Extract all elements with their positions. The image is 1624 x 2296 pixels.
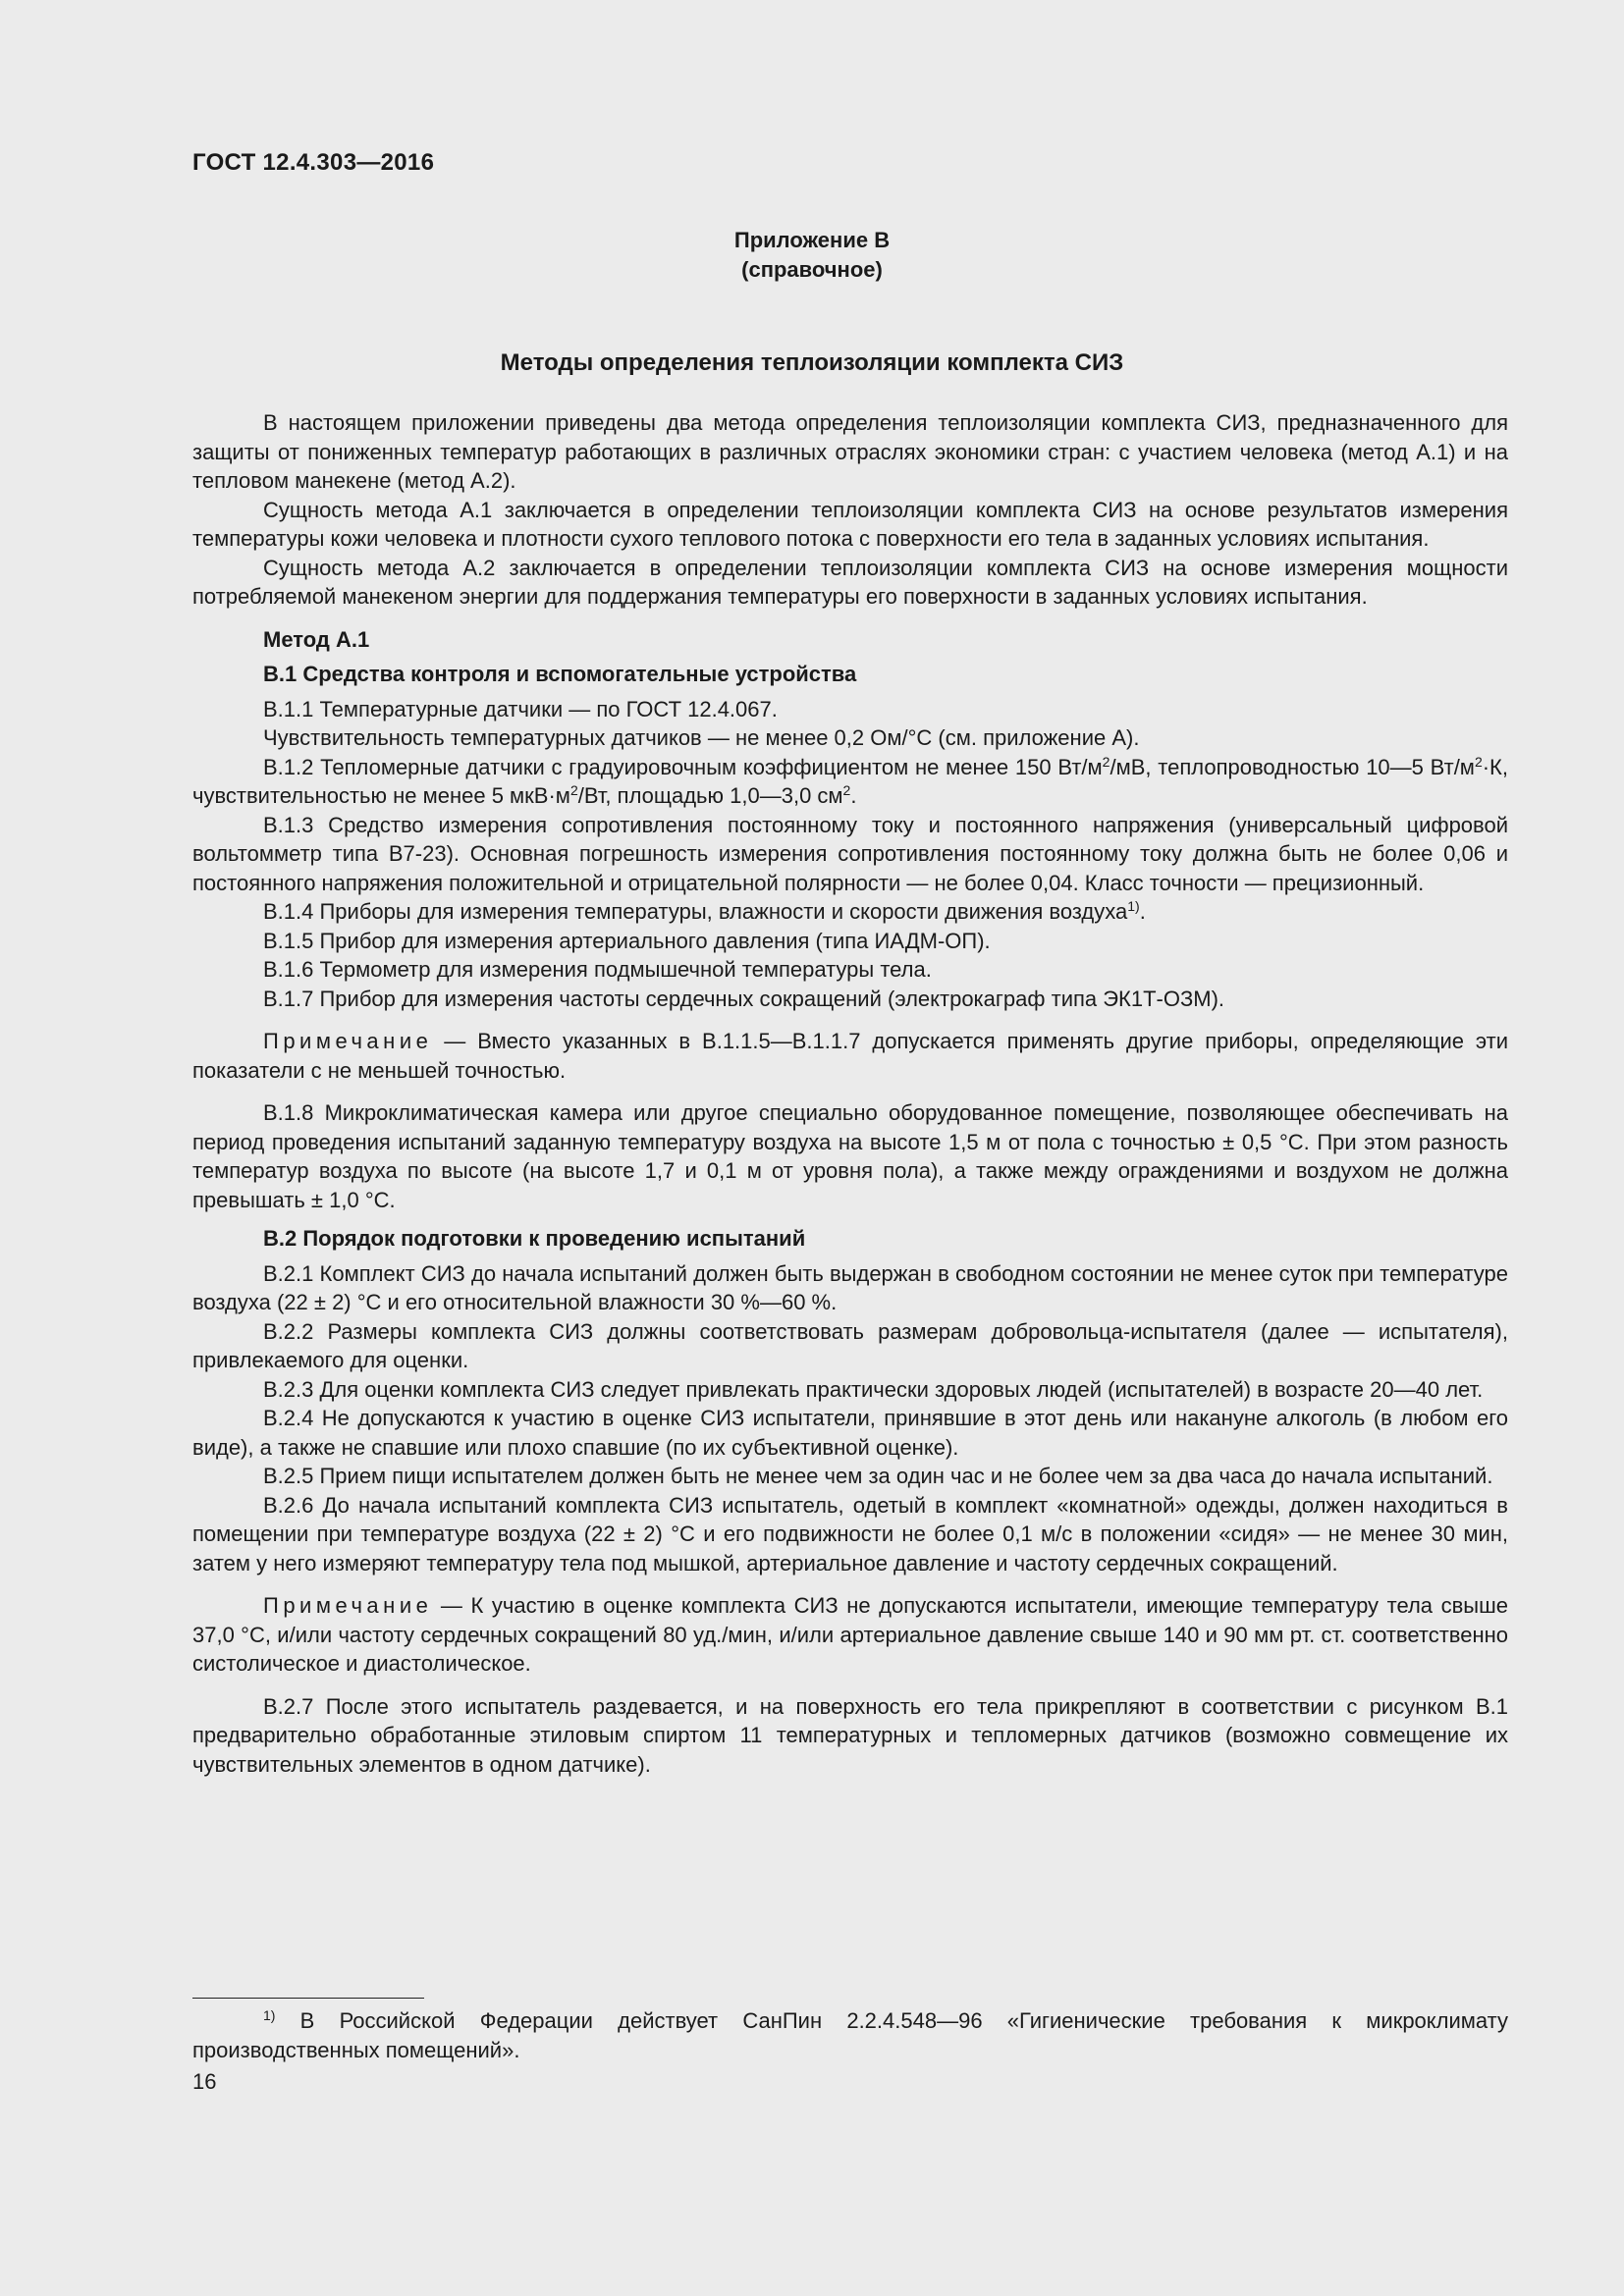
- clause-b1-2: [192, 753, 1508, 811]
- clause-b2-5: В.2.5 Прием пищи испытателем должен быть не менее чем за один час и не более чем за два часа до начала испытаний.: [263, 1464, 1493, 1488]
- clause-b1-4: [192, 897, 1508, 927]
- note-label: Примечание: [263, 1593, 433, 1618]
- note-1: [192, 1027, 1508, 1085]
- clause-text: .: [1139, 899, 1146, 924]
- section-b1-heading: В.1 Средства контроля и вспомогательные устройства: [263, 662, 857, 686]
- section-title: Методы определения теплоизоляции комплекта СИЗ: [500, 349, 1124, 376]
- clause-b1-3: В.1.3 Средство измерения сопротивления постоянному току и постоянного напряжения (универсальный цифровой вольтомметр типа В7-23). Основная погрешность измерения сопротивления постоянному току должна быть не более 0,06 и постоянного напряжения положительной и отрицательной полярности — не более 0,04. Класс точности — прецизионный.: [192, 812, 1508, 895]
- note-label: Примечание: [263, 1029, 433, 1053]
- clause-text: /мВ, теплопроводностью 10—5 Вт/м: [1110, 754, 1475, 779]
- intro-paragraph: Сущность метода А.1 заключается в определении теплоизоляции комплекта СИЗ на основе результатов измерения температуры кожи человека и плотности сухого теплового потока с поверхности его тела в заданных условиях испытания.: [192, 497, 1508, 551]
- footnote-ref: 1): [1127, 898, 1140, 914]
- note-text: — К участию в оценке комплекта СИЗ не допускаются испытатели, имеющие температуру тела свыше 37,0 °С, и/или частоту сердечных сокращений 80 уд./мин, и/или артериальное давление свыше 140 и 90 мм рт. ст. соответственно систолическое и диастолическое.: [192, 1593, 1508, 1676]
- clause-b2-3: В.2.3 Для оценки комплекта СИЗ следует привлекать практически здоровых людей (испытателей) в возрасте 20—40 лет.: [263, 1376, 1484, 1402]
- document-header: ГОСТ 12.4.303—2016: [192, 149, 435, 176]
- superscript: 2: [1102, 753, 1110, 770]
- clause-b2-2: В.2.2 Размеры комплекта СИЗ должны соответствовать размерам добровольца-испытателя (далее — испытателя), привлекаемого для оценки.: [192, 1318, 1508, 1372]
- clause-text: В.1.4 Приборы для измерения температуры, влажности и скорости движения воздуха: [263, 899, 1128, 924]
- page-number: 16: [192, 2069, 217, 2094]
- clause-text: /Вт, площадью 1,0—3,0 см: [577, 783, 843, 808]
- document-body: [192, 408, 1508, 1779]
- clause-b2-4: В.2.4 Не допускаются к участию в оценке СИЗ испытатели, принявшие в этот день или накануне алкоголь (в любом его виде), а также не спавшие или плохо спавшие (по их субъективной оценке).: [192, 1406, 1508, 1460]
- footnote-text: В Российской Федерации действует СанПин 2.2.4.548—96 «Гигиенические требования к микроклимату производственных помещений».: [192, 2008, 1508, 2062]
- clause-b1-5: В.1.5 Прибор для измерения артериального давления (типа ИАДМ-ОП).: [263, 928, 991, 953]
- clause-b2-6: В.2.6 До начала испытаний комплекта СИЗ испытатель, одетый в комплект «комнатной» одежды, должен находиться в помещении при температуре воздуха (22 ± 2) °С и его подвижности не более 0,1 м/с в положении «сидя» — не менее 30 мин, затем у него измеряют температуру тела под мышкой, артериальное давление и частоту сердечных сокращений.: [192, 1492, 1508, 1575]
- clause-b1-1-sensitivity: Чувствительность температурных датчиков — не менее 0,2 Ом/°С (см. приложение А).: [263, 725, 1140, 750]
- clause-b2-7: В.2.7 После этого испытатель раздевается, и на поверхность его тела прикрепляют в соответствии с рисунком В.1 предварительно обработанные этиловым спиртом 11 температурных и тепломерных датчиков (возможно совмещение их чувствительных элементов в одном датчике).: [192, 1693, 1508, 1777]
- footnote-divider: [192, 1998, 424, 1999]
- superscript: 2: [1474, 753, 1483, 770]
- clause-b2-1: В.2.1 Комплект СИЗ до начала испытаний должен быть выдержан в свободном состоянии не менее суток при температуре воздуха (22 ± 2) °С и его относительной влажности 30 %—60 %.: [192, 1260, 1508, 1314]
- clause-b1-6: В.1.6 Термометр для измерения подмышечной температуры тела.: [263, 957, 932, 982]
- intro-paragraph: Сущность метода А.2 заключается в определении теплоизоляции комплекта СИЗ на основе измерения мощности потребляемой манекеном энергии для поддержания температуры его поверхности в заданных условиях испытания.: [192, 555, 1508, 609]
- superscript: 2: [569, 782, 578, 798]
- footnote: [192, 2006, 1508, 2064]
- clause-text: .: [850, 783, 857, 808]
- footnote-marker: 1): [263, 2007, 276, 2023]
- note-2: [192, 1591, 1508, 1679]
- clause-text: В.1.2 Тепломерные датчики с градуировочным коэффициентом не менее 150 Вт/м: [263, 754, 1103, 779]
- appendix-title: Приложение В: [733, 228, 891, 252]
- clause-text: ·К, чувствительностью не менее 5 мкВ·м: [192, 754, 1508, 808]
- superscript: 2: [842, 782, 851, 798]
- method-a1-title: Метод А.1: [263, 626, 370, 652]
- appendix-status: (справочное): [741, 257, 883, 282]
- appendix-heading: [0, 226, 1624, 285]
- section-b2-heading: В.2 Порядок подготовки к проведению испытаний: [263, 1226, 806, 1251]
- clause-b1-1: В.1.1 Температурные датчики — по ГОСТ 12.4.067.: [263, 696, 778, 721]
- note-text: — Вместо указанных в В.1.1.5—В.1.1.7 допускается применять другие приборы, определяющие эти показатели с не меньшей точностью.: [192, 1029, 1508, 1083]
- clause-b1-8: В.1.8 Микроклиматическая камера или другое специально оборудованное помещение, позволяющее обеспечивать на период проведения испытаний заданную температуру воздуха на высоте 1,5 м от пола с точностью ± 0,5 °С. При этом разность температур воздуха по высоте (на высоте 1,7 и 0,1 м от уровня пола), а также между ограждениями и воздухом не должна превышать ± 1,0 °С.: [192, 1100, 1508, 1212]
- intro-paragraph: В настоящем приложении приведены два метода определения теплоизоляции комплекта СИЗ, предназначенного для защиты от пониженных температур работающих в различных отраслях экономики стран: с участием человека (метод А.1) и на тепловом манекене (метод А.2).: [192, 410, 1508, 493]
- clause-b1-7: В.1.7 Прибор для измерения частоты сердечных сокращений (электрокаграф типа ЭК1Т-ОЗМ).: [263, 986, 1225, 1011]
